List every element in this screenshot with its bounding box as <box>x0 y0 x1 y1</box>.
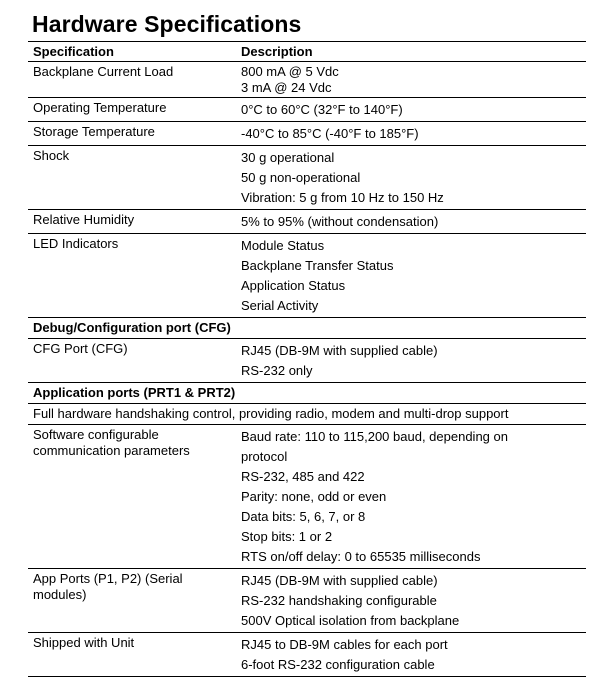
table-row <box>28 339 586 383</box>
table-row <box>28 425 586 569</box>
spec-text: Storage Temperature <box>33 124 155 139</box>
spec-text: communication parameters <box>33 443 190 458</box>
desc-text: 3 mA @ 24 Vdc <box>241 80 332 95</box>
desc-text: 30 g operational <box>241 150 335 165</box>
desc-text: RJ45 (DB-9M with supplied cable) <box>241 573 438 588</box>
table-row <box>28 62 586 98</box>
spec-text: Software configurable <box>33 427 159 442</box>
desc-text: Module Status <box>241 238 325 253</box>
table-row <box>28 98 586 122</box>
desc-text: RS-232 handshaking configurable <box>241 593 437 608</box>
app-note-row <box>28 404 586 425</box>
section-app-title: Application ports (PRT1 & PRT2) <box>33 385 236 400</box>
spec-cell <box>28 146 241 209</box>
spec-text: LED Indicators <box>33 236 119 251</box>
spec-cell <box>28 569 241 632</box>
spec-cell <box>28 122 241 145</box>
general-rows <box>28 62 586 318</box>
table-row <box>28 210 586 234</box>
table-row <box>28 234 586 318</box>
page-title: Hardware Specifications <box>32 11 302 37</box>
header-desc: Description <box>241 44 313 59</box>
desc-text: 50 g non-operational <box>241 170 361 185</box>
desc-text: Backplane Transfer Status <box>241 258 394 273</box>
desc-cell <box>241 569 586 632</box>
table-row <box>28 633 586 677</box>
desc-text: Application Status <box>241 278 346 293</box>
desc-cell <box>241 146 586 209</box>
spec-cell <box>28 633 241 676</box>
spec-cell <box>28 98 241 121</box>
desc-cell <box>241 98 586 121</box>
table-row <box>28 569 586 633</box>
desc-cell <box>241 210 586 233</box>
spec-cell <box>28 339 241 382</box>
desc-text: -40°C to 85°C (-40°F to 185°F) <box>241 126 419 141</box>
header-spec: Specification <box>33 44 114 59</box>
desc-text: protocol <box>241 449 288 464</box>
section-cfg-title: Debug/Configuration port (CFG) <box>33 320 231 335</box>
spec-page <box>28 0 586 677</box>
desc-cell <box>241 122 586 145</box>
desc-text: Stop bits: 1 or 2 <box>241 529 333 544</box>
spec-table <box>28 41 586 677</box>
spec-text: CFG Port (CFG) <box>33 341 128 356</box>
spec-text: Backplane Current Load <box>33 64 174 79</box>
table-row <box>28 122 586 146</box>
desc-text: 5% to 95% (without condensation) <box>241 214 439 229</box>
desc-text: Vibration: 5 g from 10 Hz to 150 Hz <box>241 190 444 205</box>
desc-text: Baud rate: 110 to 115,200 baud, depending on <box>241 429 508 444</box>
table-header <box>28 42 586 62</box>
section-cfg-row <box>28 318 586 339</box>
app-note: Full hardware handshaking control, providing radio, modem and multi-drop support <box>33 406 509 421</box>
spec-cell <box>28 425 241 568</box>
desc-text: RS-232, 485 and 422 <box>241 469 365 484</box>
desc-text: 500V Optical isolation from backplane <box>241 613 460 628</box>
spec-text: Operating Temperature <box>33 100 167 115</box>
desc-text: Parity: none, odd or even <box>241 489 387 504</box>
desc-cell <box>241 234 586 317</box>
desc-text: RJ45 to DB-9M cables for each port <box>241 637 448 652</box>
spec-cell <box>28 62 241 97</box>
spec-text: App Ports (P1, P2) (Serial <box>33 571 183 586</box>
desc-cell <box>241 339 586 382</box>
desc-text: 6-foot RS-232 configuration cable <box>241 657 435 672</box>
table-row <box>28 146 586 210</box>
spec-text: Relative Humidity <box>33 212 135 227</box>
desc-text: RS-232 only <box>241 363 313 378</box>
spec-text: modules) <box>33 587 87 602</box>
desc-text: RJ45 (DB-9M with supplied cable) <box>241 343 438 358</box>
desc-text: Serial Activity <box>241 298 319 313</box>
desc-cell <box>241 425 586 568</box>
desc-cell <box>241 633 586 676</box>
desc-text: RTS on/off delay: 0 to 65535 milliseconds <box>241 549 481 564</box>
app-rows <box>28 425 586 677</box>
spec-cell <box>28 234 241 317</box>
spec-text: Shock <box>33 148 70 163</box>
desc-cell <box>241 62 586 97</box>
spec-cell <box>28 210 241 233</box>
desc-text: Data bits: 5, 6, 7, or 8 <box>241 509 366 524</box>
spec-text: Shipped with Unit <box>33 635 135 650</box>
cfg-rows <box>28 339 586 383</box>
section-app-row <box>28 383 586 404</box>
desc-text: 0°C to 60°C (32°F to 140°F) <box>241 102 403 117</box>
desc-text: 800 mA @ 5 Vdc <box>241 64 339 79</box>
